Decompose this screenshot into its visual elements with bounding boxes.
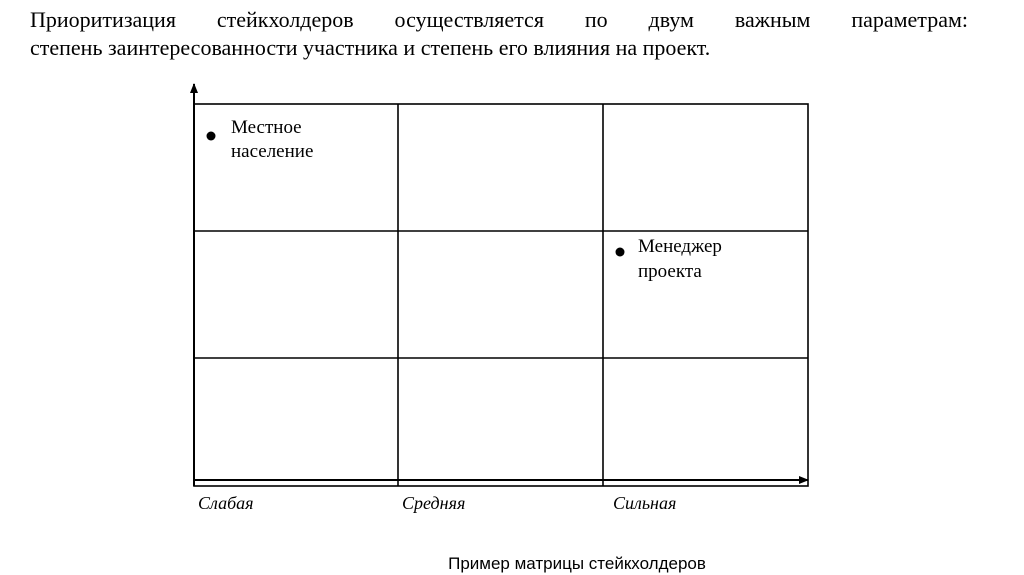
point-label-line-2: население: [231, 141, 314, 162]
intro-line-2: степень заинтересованности участника и степень его влияния на проект.: [30, 35, 711, 60]
matrix-caption: Пример матрицы стейкхолдеров: [448, 554, 706, 573]
point-label-line-2: проекта: [638, 261, 702, 282]
x-label-weak: Слабая: [198, 493, 254, 513]
x-label-strong: Сильная: [613, 493, 677, 513]
point-project-manager: [616, 236, 722, 282]
x-label-medium: Средняя: [402, 493, 466, 513]
point-label-line-1: Менеджер: [638, 236, 722, 257]
point-marker: [207, 132, 216, 141]
intro-line-1: Приоритизация стейкхолдеров осуществляется по двум важным параметрам:: [30, 7, 968, 32]
point-local-population: [207, 117, 314, 162]
point-marker: [616, 248, 625, 257]
point-label-line-1: Местное: [231, 117, 302, 138]
